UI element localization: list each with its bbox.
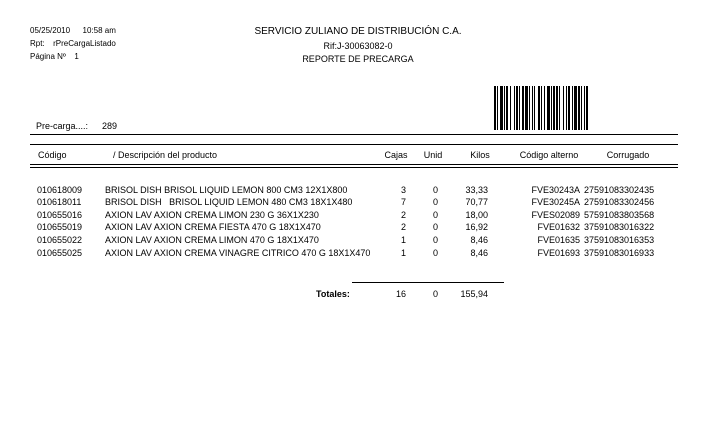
row-codigo: 010655019 [37, 222, 83, 232]
row-cajas: 1 [400, 248, 406, 258]
row-kilos: 8,46 [470, 235, 488, 245]
report-title: REPORTE DE PRECARGA [302, 54, 414, 64]
report-datetime [30, 26, 116, 36]
col-codigo: Código [38, 150, 67, 160]
report-time: 10:58 am [82, 26, 116, 35]
row-corrugado: 27591083302456 [584, 197, 655, 207]
header-rule-second [30, 144, 678, 145]
row-kilos: 8,46 [470, 248, 488, 258]
row-kilos: 16,92 [465, 222, 488, 232]
page-value: 1 [74, 52, 79, 61]
col-unid: Unid [423, 150, 443, 160]
row-corrugado: 37591083016353 [584, 235, 655, 245]
totals-rule [352, 282, 504, 283]
row-corrugado: 27591083302435 [584, 185, 655, 195]
col-codigo-alterno: Código alterno [519, 150, 579, 160]
report-date: 05/25/2010 [30, 26, 71, 35]
row-descripcion: BRISOL DISH BRISOL LIQUID LEMON 480 CM3 18X1X480 [105, 197, 353, 207]
row-codigo-alterno: FVE30243A [531, 185, 580, 195]
precarga-value: 289 [102, 121, 118, 131]
row-descripcion: AXION LAV AXION CREMA FIESTA 470 G 18X1X470 [105, 222, 321, 232]
row-codigo: 010618011 [37, 197, 82, 207]
totals-cajas: 16 [395, 289, 406, 299]
row-unid: 0 [432, 235, 438, 245]
header-rule-top [30, 134, 678, 135]
barcode-image [494, 86, 630, 130]
row-codigo-alterno: FVE30245A [531, 197, 580, 207]
rpt-label: Rpt: [30, 39, 45, 48]
row-unid: 0 [432, 210, 438, 220]
row-unid: 0 [432, 248, 438, 258]
header-rule-bottom-2 [30, 167, 678, 168]
row-cajas: 2 [400, 222, 406, 232]
col-kilos: Kilos [470, 150, 490, 160]
company-name: SERVICIO ZULIANO DE DISTRIBUCIÓN C.A. [254, 26, 462, 37]
row-unid: 0 [432, 197, 438, 207]
row-codigo: 010655022 [37, 235, 83, 245]
row-cajas: 1 [400, 235, 406, 245]
row-codigo: 010655025 [37, 248, 83, 258]
totals-unid: 0 [432, 289, 438, 299]
row-descripcion: BRISOL DISH BRISOL LIQUID LEMON 800 CM3 12X1X800 [105, 185, 348, 195]
row-kilos: 18,00 [465, 210, 488, 220]
row-descripcion: AXION LAV AXION CREMA VINAGRE CITRICO 470 G 18X1X470 [105, 248, 371, 258]
col-cajas: Cajas [384, 150, 408, 160]
row-codigo-alterno: FVES02089 [531, 210, 580, 220]
row-cajas: 3 [400, 185, 406, 195]
row-codigo-alterno: FVE01632 [537, 222, 580, 232]
totals-label: Totales: [316, 289, 350, 299]
row-cajas: 2 [400, 210, 406, 220]
header-rule-bottom [30, 164, 678, 165]
row-unid: 0 [432, 222, 438, 232]
row-cajas: 7 [400, 197, 406, 207]
rpt-value: rPreCargaListado [53, 39, 116, 48]
row-corrugado: 37591083016933 [584, 248, 655, 258]
row-unid: 0 [432, 185, 438, 195]
row-descripcion: AXION LAV AXION CREMA LIMON 470 G 18X1X470 [105, 235, 319, 245]
row-kilos: 70,77 [465, 197, 488, 207]
row-codigo: 010655016 [37, 210, 83, 220]
col-corrugado: Corrugado [606, 150, 650, 160]
row-corrugado: 37591083016322 [584, 222, 655, 232]
col-descripcion: / Descripción del producto [113, 150, 218, 160]
row-kilos: 33,33 [465, 185, 488, 195]
report-id [30, 39, 116, 49]
row-corrugado: 57591083803568 [584, 210, 655, 220]
totals-kilos: 155,94 [460, 289, 488, 299]
row-descripcion: AXION LAV AXION CREMA LIMON 230 G 36X1X230 [105, 210, 319, 220]
precarga-label: Pre-carga....: [36, 121, 89, 131]
row-codigo-alterno: FVE01693 [537, 248, 580, 258]
row-codigo: 010618009 [37, 185, 83, 195]
row-codigo-alterno: FVE01635 [537, 235, 580, 245]
page-number [30, 52, 79, 62]
company-rif: Rif:J-30063082-0 [323, 41, 393, 51]
page-label: Página Nº [30, 52, 66, 61]
